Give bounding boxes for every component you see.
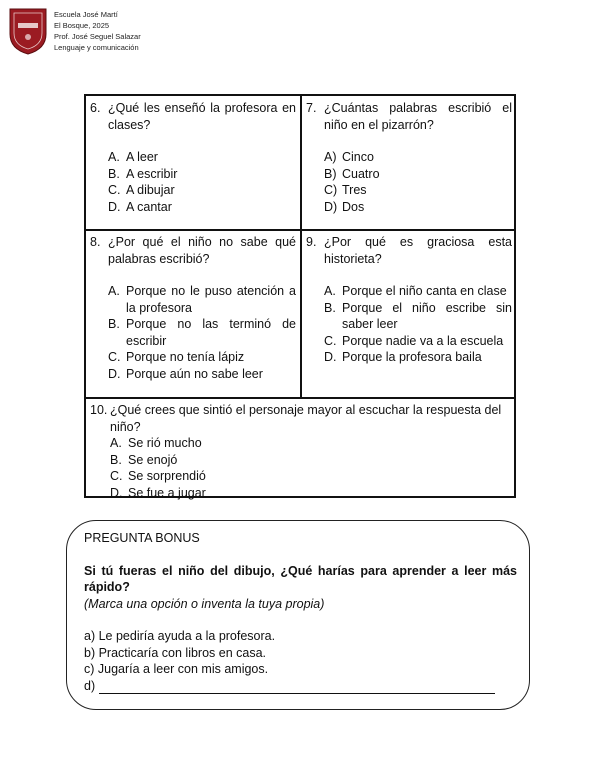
bonus-option-a[interactable]: a) Le pediría ayuda a la profesora. bbox=[84, 629, 276, 643]
table-divider-row1 bbox=[86, 229, 514, 231]
option-b[interactable] bbox=[108, 316, 296, 349]
school-name: Escuela José Martí bbox=[54, 10, 118, 19]
bonus-option-d bbox=[84, 678, 517, 695]
option-c[interactable] bbox=[108, 182, 296, 199]
option-a[interactable] bbox=[108, 149, 296, 166]
option-text: Porque aún no sabe leer bbox=[126, 366, 263, 381]
option-letter: D. bbox=[324, 350, 337, 364]
question-number: 9. bbox=[306, 235, 317, 249]
bonus-answer-line[interactable] bbox=[99, 680, 495, 694]
option-letter: D. bbox=[108, 366, 121, 381]
bonus-option-c[interactable]: c) Jugaría a leer con mis amigos. bbox=[84, 662, 269, 676]
option-text: Dos bbox=[342, 199, 365, 214]
bonus-question-text: Si tú fueras el niño del dibujo, ¿Qué harías para aprender a leer más rápido? bbox=[84, 563, 517, 594]
option-a[interactable] bbox=[110, 435, 510, 452]
option-letter: B) bbox=[324, 166, 337, 181]
option-letter: B. bbox=[110, 452, 122, 467]
option-b[interactable] bbox=[108, 166, 296, 183]
bonus-title: PREGUNTA BONUS bbox=[84, 531, 200, 545]
option-d[interactable] bbox=[108, 199, 296, 216]
bonus-option-b[interactable]: b) Practicaría con libros en casa. bbox=[84, 645, 267, 660]
option-c[interactable] bbox=[324, 182, 512, 199]
option-d[interactable] bbox=[110, 485, 510, 502]
option-a[interactable] bbox=[108, 283, 296, 316]
option-c[interactable] bbox=[110, 468, 510, 485]
option-letter: D. bbox=[108, 199, 121, 214]
option-letter: C) bbox=[324, 183, 338, 197]
question-text: ¿Por qué es graciosa esta historieta? bbox=[324, 235, 512, 266]
option-text: Porque nadie va a la escuela bbox=[342, 333, 504, 348]
option-text: A leer bbox=[126, 150, 158, 164]
option-text: Porque el niño escribe sin saber leer bbox=[342, 300, 512, 331]
table-divider-row2 bbox=[86, 397, 514, 399]
table-divider-vertical bbox=[300, 96, 302, 399]
school-crest-logo bbox=[8, 6, 48, 56]
option-text: Tres bbox=[342, 183, 367, 197]
option-letter: C. bbox=[324, 333, 337, 348]
option-a[interactable] bbox=[324, 283, 512, 300]
option-c[interactable] bbox=[324, 333, 512, 350]
option-text: Se rió mucho bbox=[128, 436, 202, 450]
question-text: ¿Cuántas palabras escribió el niño en el pizarrón? bbox=[324, 101, 512, 132]
option-text: A dibujar bbox=[126, 183, 175, 197]
option-letter: D. bbox=[110, 485, 123, 500]
option-text: Se fue a jugar bbox=[128, 485, 206, 500]
option-text: Porque el niño canta en clase bbox=[342, 284, 507, 298]
school-header bbox=[8, 6, 208, 62]
option-text: Porque la profesora baila bbox=[342, 350, 482, 364]
option-letter: A. bbox=[108, 150, 120, 164]
question-number: 8. bbox=[90, 235, 101, 249]
question-8 bbox=[90, 234, 296, 382]
option-letter: A) bbox=[324, 150, 337, 164]
question-text: ¿Qué les enseñó la profesora en clases? bbox=[108, 101, 296, 132]
option-d[interactable] bbox=[324, 349, 512, 366]
option-text: Cuatro bbox=[342, 166, 380, 181]
option-d[interactable] bbox=[324, 199, 512, 216]
option-letter: B. bbox=[108, 166, 120, 181]
option-letter: B. bbox=[324, 300, 336, 315]
option-c[interactable] bbox=[108, 349, 296, 366]
option-text: Se enojó bbox=[128, 452, 178, 467]
question-number: 7. bbox=[306, 101, 317, 115]
option-b[interactable] bbox=[324, 166, 512, 183]
option-text: A escribir bbox=[126, 166, 178, 181]
teacher-name: Prof. José Seguel Salazar bbox=[54, 32, 141, 41]
option-letter: A. bbox=[324, 284, 336, 298]
question-number: 6. bbox=[90, 101, 101, 115]
option-letter: C. bbox=[110, 469, 123, 483]
questions-table bbox=[84, 94, 516, 498]
option-text: Se sorprendió bbox=[128, 469, 206, 483]
bonus-question-box bbox=[66, 520, 530, 710]
school-location-year: El Bosque, 2025 bbox=[54, 21, 110, 30]
bonus-option-d-label: d) bbox=[84, 678, 96, 693]
bonus-instruction: (Marca una opción o inventa la tuya propia) bbox=[84, 596, 325, 611]
option-letter: C. bbox=[108, 350, 121, 364]
option-d[interactable] bbox=[108, 366, 296, 383]
subject-name: Lenguaje y comunicación bbox=[54, 43, 139, 52]
option-b[interactable] bbox=[324, 300, 512, 333]
option-letter: C. bbox=[108, 183, 121, 197]
option-text: Porque no tenía lápiz bbox=[126, 350, 245, 364]
question-number: 10. bbox=[90, 403, 108, 417]
option-text: Cinco bbox=[342, 150, 374, 164]
option-letter: A. bbox=[110, 436, 122, 450]
option-letter: B. bbox=[108, 317, 120, 331]
option-letter: D) bbox=[324, 199, 338, 214]
question-text: ¿Por qué el niño no sabe qué palabras escribió? bbox=[108, 235, 296, 266]
question-text: ¿Qué crees que sintió el personaje mayor al escuchar la respuesta del niño? bbox=[110, 403, 502, 434]
option-text: A cantar bbox=[126, 199, 172, 214]
option-a[interactable] bbox=[324, 149, 512, 166]
option-b[interactable] bbox=[110, 452, 510, 469]
option-letter: A. bbox=[108, 284, 120, 298]
option-text: Porque no las terminó de escribir bbox=[126, 317, 296, 348]
option-text: Porque no le puso atención a la profesora bbox=[126, 284, 296, 315]
question-10 bbox=[90, 402, 510, 501]
question-9 bbox=[306, 234, 512, 366]
question-7 bbox=[306, 100, 512, 215]
question-6 bbox=[90, 100, 296, 215]
